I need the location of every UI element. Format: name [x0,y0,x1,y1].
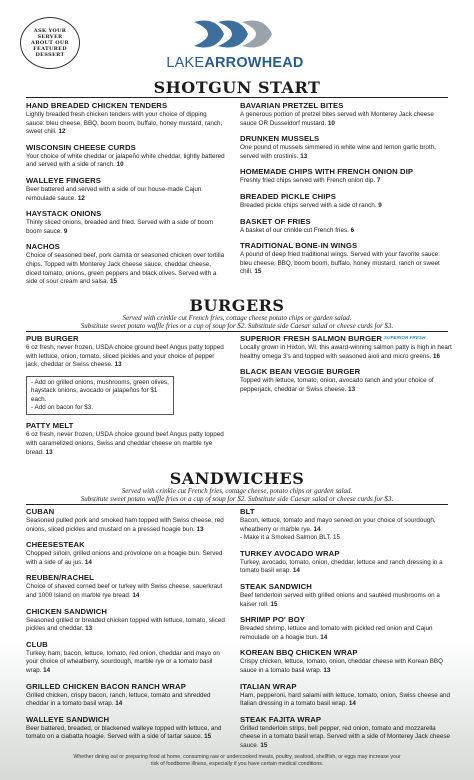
burgers-right-column [240,334,452,400]
item-description-text: Chopped sirloin, grilled onions and provolone on a hoagie bun. Served with a side of au jus. [26,550,223,566]
item-name [240,648,452,658]
menu-item [240,167,452,186]
arrow-swoosh-icon [194,16,276,52]
item-name [26,143,226,153]
item-description [240,377,452,394]
item-name [26,334,226,344]
item-name [26,682,226,692]
sandwiches-note-line-2: Substitute sweet potato waffle fries or a cup of soup for $2. Substitute side Caesar salad or cheese curds for $3. [80,495,394,503]
item-name [26,540,226,550]
menu-item [26,143,226,170]
item-name-text: TRADITIONAL BONE-IN WINGS [240,241,358,251]
item-name-text: BLACK BEAN VEGGIE BURGER [240,367,361,377]
featured-dessert-stamp [20,17,80,69]
menu-item [26,540,226,567]
item-name-text: WALLEYE FINGERS [26,175,101,185]
item-description [26,550,226,567]
item-description [240,177,452,186]
item-name-text: SHRIMP PO' BOY [240,615,306,625]
item-description-text: Beer battered, breaded, or blackened walleye topped with lettuce, and tomato on a ciabatta hoagie. Served with a side of tartar sauce. [26,724,222,741]
item-price: 12 [77,194,85,202]
item-description-text: Beef tenderloin served with grilled onions and sautéed mushrooms on a kaiser roll. [240,591,440,608]
item-price: 14 [313,525,321,533]
section-divider [26,97,448,98]
item-name-text: REUBEN/RACHEL [26,573,94,583]
item-price: 14 [132,591,140,599]
item-description-text: Choice of seasoned beef, pork carnita or seasoned chicken over tortilla chips. Topped with Monterey Jack cheese sauce, cheddar cheese, diced tomato, onions, green peppers and black olives. Served with a side of sour cream and salsa. [26,252,225,286]
item-description [26,153,226,170]
item-name-text: PATTY MELT [26,421,74,431]
item-price: 14 [320,633,328,641]
item-price: 13 [85,625,93,633]
menu-item [240,101,452,128]
menu-item [240,334,452,361]
item-description [240,251,452,277]
sandwiches-note-line-1: Served with crinkle cut French fries, cottage cheese, potato chips or garden salad. [121,487,353,495]
swoosh-1 [194,21,224,48]
item-name [240,615,452,625]
item-name-text: WISCONSIN CHEESE CURDS [26,142,136,152]
burgers-note-line-1: Served with crinkle cut French fries, cottage cheese potato chips or garden salad. [122,314,352,322]
menu-item [26,682,226,709]
item-price: 10 [116,161,124,169]
menu-item [240,715,452,751]
item-price: 10 [327,119,335,127]
superior-fresh-logo: SUPERIOR FRESH [384,335,426,340]
item-name [240,715,452,725]
item-description-text: Your choice of white cheddar or jalapeño white cheddar, lightly battered and served with a side of ranch. [26,152,225,169]
item-name [26,176,226,186]
menu-item [26,715,226,742]
item-name-text: TURKEY AVOCADO WRAP [240,548,340,558]
item-name-text: DRUNKEN MUSSELS [240,134,320,144]
item-name [240,192,452,202]
item-description-text: Breaded shrimp, lettuce and tomato with pickled red onion and Cajun remoulade on a hoagie bun. [240,625,433,641]
item-description-text: Breaded pickle chips served with a side of ranch. [240,201,377,209]
item-price: 13 [323,666,331,674]
item-name-text: CLUB [26,639,48,649]
item-name-text: GRILLED CHICKEN BACON RANCH WRAP [26,681,186,691]
item-name-text: BASKET OF FRIES [240,216,311,226]
item-name-text: CHICKEN SANDWICH [26,606,108,616]
item-name [240,241,452,251]
burger-addons-box [26,376,174,416]
item-upgrade-option: - Make it a Smoked Salmon BLT. 15 [240,534,340,542]
item-description-text: Beer battered and served with a side of our house-made Cajun remoulade sauce. [26,185,202,202]
item-description [240,111,452,128]
item-name [26,507,226,517]
menu-item [240,241,452,277]
item-description-text: Turkey, ham, bacon, lettuce, tomato, red onion, cheddar and mayo on your choice of wheatberry, sourdough, marble rye or a tomato basil wrap. [26,649,220,674]
lake-arrowhead-logo [150,14,320,76]
item-price: 7 [376,177,381,185]
item-name [26,607,226,617]
item-name-text: SUPERIOR FRESH SALMON BURGER [240,334,383,343]
item-price: 14 [115,700,123,708]
item-name-text: CUBAN [26,507,55,516]
item-description-text: 6 oz fresh, never frozen, USDA choice ground beef Angus patty topped with lettuce, onion, tomato, sliced pickles and your choice of pepper jack, cheddar or Swiss cheese. [26,344,224,369]
item-price: 9 [378,201,382,209]
item-description-text: Seasoned pulled pork and smoked ham topped with Swiss cheese, red onions, sliced pickles and mustard on a pressed hoagie bun. [26,517,224,533]
item-description-text: A pound of deep fried traditional wings. Served with your favorite sauce: bleu cheese, BBQ, boom boom, buffalo, honey mustard, ranch or sweet chili. [240,251,440,276]
menu-item [26,573,226,600]
item-price: 14 [43,666,51,674]
section-title-shotgun: SHOTGUN START [153,78,321,97]
shotgun-right-column [240,101,452,283]
item-description [26,111,226,137]
item-price: 12 [58,128,66,136]
item-description-text: Thinly sliced onions, breaded and fried. Served with a side of boom boom sauce. [26,219,214,235]
item-name [26,421,226,431]
logo-word-arrowhead: ARROWHEAD [204,55,304,71]
menu-item [240,682,452,709]
item-price: 9 [63,227,68,235]
menu-item [240,615,452,642]
item-price: 14 [84,558,92,566]
item-name [240,582,452,592]
burgers-note-line-2: Substitute sweet potato waffle fries or a cup of soup for $2. Substitute side Caesar salad or cheese curds for $3. [80,322,394,330]
stamp-text: ASK YOUR SERVER ABOUT OUR FEATURED DESSERT [31,28,69,58]
item-name [26,242,226,252]
item-price: 6 [350,226,355,234]
section-divider [26,331,448,332]
item-description-text: Locally grown in Hixton, WI, this award-winning salmon patty is high in heart healthy omega 3's and topped with seasoned aioli and micro greens. [240,344,452,360]
item-name-text: STEAK FAJITA WRAP [240,714,322,724]
item-description-text: A generous portion of pretzel bites served with Monterey Jack cheese sauce OR Dusseldorf mustard. [240,111,434,127]
menu-item [26,421,226,457]
menu-item [240,192,452,211]
item-description [26,517,226,534]
item-description-text: Freshly fried chips served with French onion dip. [240,177,376,185]
item-description-text: Bacon, lettuce, tomato and mayo served on your choice of sourdough, wheatberry or marble rye. [240,517,436,533]
item-description [240,658,452,675]
item-description-text: Topped with lettuce, tomato, onion, avocado ranch and your choice of pepperjack, cheddar or Swiss cheese. [240,377,434,393]
item-price: 14 [348,700,356,708]
item-name [26,101,226,111]
item-price: 15 [110,278,118,286]
menu-item [240,367,452,394]
item-description [240,227,452,236]
item-price: 16 [433,352,441,360]
item-name [26,209,226,219]
item-name-text: KOREAN BBQ CHICKEN WRAP [240,648,358,658]
sandwiches-right-column [240,507,452,757]
item-name-text: HAYSTACK ONIONS [26,209,102,219]
item-name [240,101,452,111]
item-price: 13 [196,525,204,533]
item-name-text: ITALIAN WRAP [240,681,297,691]
item-description [240,692,452,709]
item-description [26,692,226,709]
menu-item [26,101,226,137]
item-description [240,202,452,211]
burgers-left-column [26,334,226,463]
item-price: 15 [260,741,268,749]
item-description-text: Lightly breaded fresh chicken tenders with your choice of dipping sauce: bleu cheese, BBQ, boom boom, buffalo, honey mustard, ranch, sweet chili. [26,111,223,136]
shotgun-left-column [26,101,226,293]
food-safety-disclaimer: Whether dining out or preparing food at home, consuming raw or undercooked meats, poultry, seafood, shellfish, or eggs may increase your risk of foodborne illness, especially if you have certain medical conditions. [73,754,401,767]
sandwiches-left-column [26,507,226,748]
item-name [26,640,226,650]
item-description [26,725,226,742]
item-name-text: CHEESESTEAK [26,540,85,550]
menu-item [26,176,226,203]
item-name-text: PUB BURGER [26,334,79,343]
logo-wordmark [150,55,320,71]
menu-item [26,334,226,370]
menu-item [240,648,452,675]
item-description-text: A basket of our crinkle cut French fries. [240,226,349,234]
item-description-text: Grilled chicken, crispy bacon, ranch, lettuce, tomato and shredded cheddar in a tomato basil wrap. [26,691,211,708]
item-description-text: One pound of mussels simmered in white wine and lemon garlic broth, served with crostinis. [240,144,436,160]
item-name [26,715,226,725]
menu-item [240,507,452,543]
item-description [240,517,452,534]
item-name-text: WALLEYE SANDWICH [26,714,110,724]
item-description [240,592,452,609]
item-description-text: Turkey, avocado, tomato, onion, cheddar, lettuce and ranch dressing in a tomato basil wrap. [240,558,443,575]
item-description [26,219,226,236]
item-description [240,559,452,576]
menu-item [26,507,226,534]
item-name [240,549,452,559]
item-name [240,682,452,692]
item-description-text: Seasoned grilled or breaded chicken topped with lettuce, tomato, sliced pickles and cheddar. [26,616,225,633]
item-description [240,144,452,161]
item-price: 15 [204,733,212,741]
section-title-sandwiches: SANDWICHES [169,469,305,488]
item-price: 13 [348,385,356,393]
item-name [240,217,452,227]
menu-item [240,549,452,576]
item-description-text: Ham, pepperoni, hard salami with lettuce, tomato, onion, Swiss cheese and Italian dressing in a tomato basil wrap. [240,691,451,708]
addon-option: - Add on bacon for $3. [31,404,93,411]
item-price: 15 [270,600,278,608]
item-price: 13 [45,448,53,456]
item-price: 15 [254,268,262,276]
menu-item [26,640,226,676]
item-description [26,186,226,203]
menu-item [26,242,226,286]
item-name-text: HOMEMADE CHIPS WITH FRENCH ONION DIP [240,167,414,177]
item-price: 13 [114,361,122,369]
item-description-text: Choice of shaved corned beef or turkey with Swiss cheese, sauerkraut and 1000 Island on marble rye bread. [26,583,223,599]
item-name [240,134,452,144]
item-name [240,367,452,377]
menu-item [240,134,452,161]
item-name-text: NACHOS [26,242,60,252]
item-name-text: HAND BREADED CHICKEN TENDERS [26,101,168,110]
addon-option: - Add on grilled onions, mushrooms, green olives, haystack onions, avocado or jalapeños for $1 each. [31,378,169,403]
section-title-burgers: BURGERS [189,296,285,315]
item-name [26,573,226,583]
menu-item [240,217,452,236]
item-price: 13 [300,152,308,160]
item-description [240,625,452,642]
item-description [240,725,452,751]
item-description [240,344,452,361]
item-description-text: Crispy chicken, lettuce, tomato, onion, cheddar cheese with Korean BBQ sauce in a tomato basil wrap. [240,658,444,674]
item-name-text: BLT [240,507,255,516]
item-name-text: BAVARIAN PRETZEL BITES [240,101,344,110]
item-description [26,650,226,676]
section-divider [26,504,448,505]
item-description [26,344,226,370]
menu-item [240,582,452,609]
logo-word-lake: LAKE [166,55,205,71]
item-description-text: 6 oz fresh, never frozen, USDA choice ground beef Angus patty topped with caramelized onions, Swiss and cheddar cheese on marble rye bread. [26,431,224,456]
item-description [26,583,226,600]
item-description [26,617,226,634]
item-name-text: BREADED PICKLE CHIPS [240,191,336,201]
item-name-text: STEAK SANDWICH [240,581,312,591]
item-name [240,334,452,344]
menu-item [26,209,226,236]
item-description-text: Grilled tenderloin strips, bell pepper, red onion, tomato and mozzarella cheese in a tomato basil wrap. Served with a side of Monterey Jack cheese sauce. [240,724,451,749]
item-name [240,167,452,177]
item-description [26,431,226,457]
item-description [26,252,226,286]
menu-item [26,607,226,634]
item-name [240,507,452,517]
item-price: 14 [292,567,300,575]
